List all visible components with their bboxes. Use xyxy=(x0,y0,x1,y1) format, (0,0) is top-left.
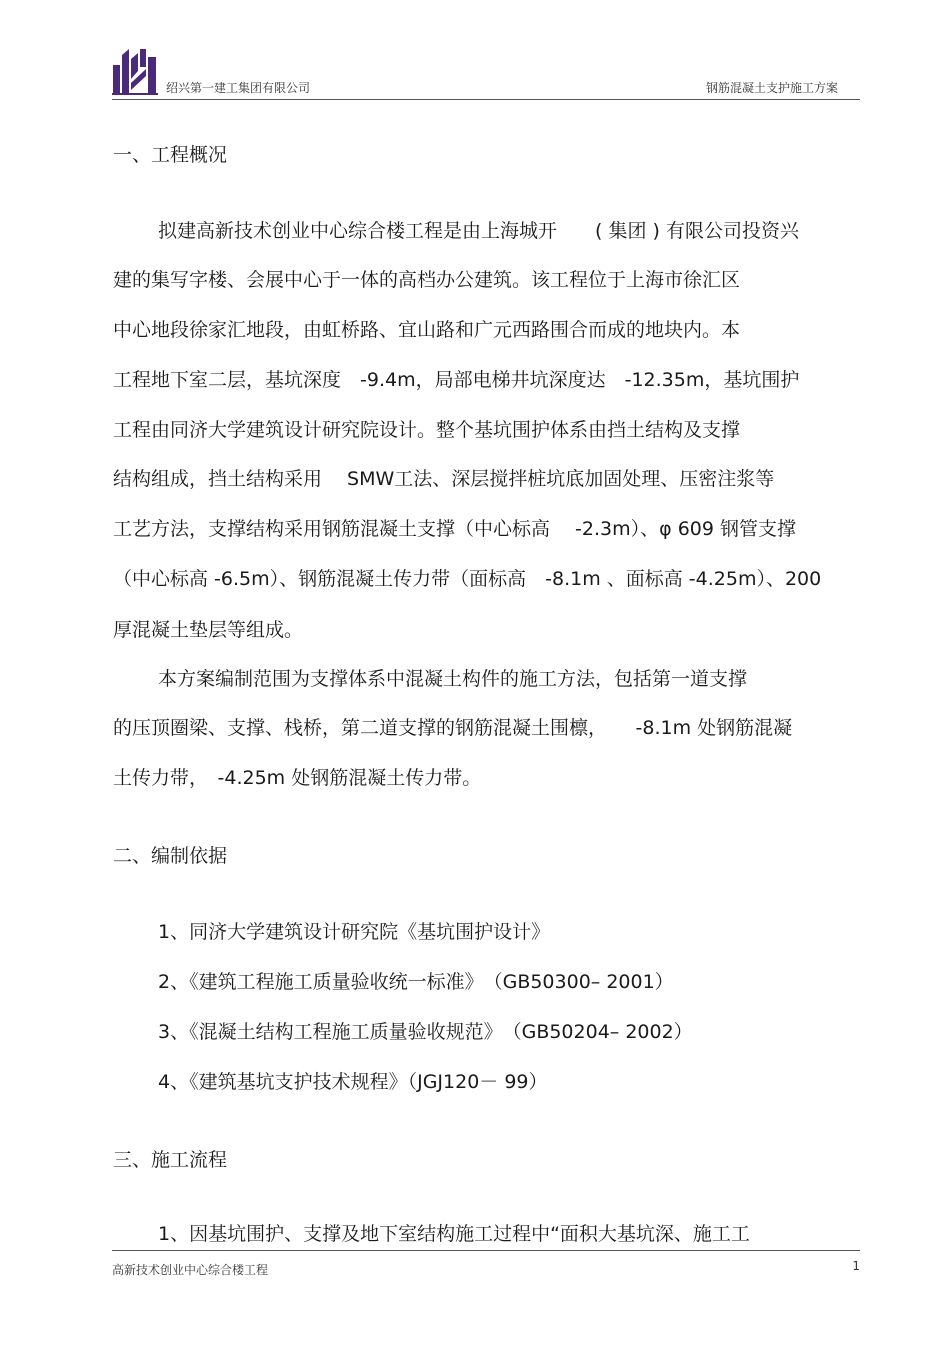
paragraph-line: 中心地段徐家汇地段，由虹桥路、宜山路和广元西路围合而成的地块内。本 xyxy=(113,319,741,341)
company-name: 绍兴第一建工集团有限公司 xyxy=(166,81,311,95)
page-number: 1 xyxy=(852,1259,860,1273)
footer-divider xyxy=(112,1250,860,1251)
paragraph-line: 本方案编制范围为支撑体系中混凝土构件的施工方法，包括第一道支撑 xyxy=(158,668,748,690)
paragraph-line: 土传力带， -4.25m 处钢筋混凝土传力带。 xyxy=(113,767,482,789)
paragraph-line: 结构组成，挡土结构采用 SMW工法、深层搅拌桩坑底加固处理、压密注浆等 xyxy=(113,468,775,490)
reference-item: 2、《建筑工程施工质量验收统一标准》 （GB50300– 2001） xyxy=(158,971,674,993)
paragraph-line: 工程地下室二层，基坑深度 -9.4m，局部电梯井坑深度达 -12.35m，基坑围护 xyxy=(113,369,800,391)
reference-item: 1、同济大学建筑设计研究院《基坑围护设计》 xyxy=(158,921,551,943)
paragraph-line: 工艺方法，支撑结构采用钢筋混凝土支撑（中心标高 -2.3m）、φ 609 钢管支撑 xyxy=(113,518,796,540)
paragraph-line: 拟建高新技术创业中心综合楼工程是由上海城开 ( 集团 ) 有限公司投资兴 xyxy=(158,220,799,242)
footer-project-name: 高新技术创业中心综合楼工程 xyxy=(112,1263,269,1277)
section-heading: 一、工程概况 xyxy=(113,144,228,166)
paragraph-line: 工程由同济大学建筑设计研究院设计。整个基坑围护体系由挡土结构及支撑 xyxy=(113,419,741,441)
company-logo-icon xyxy=(112,45,158,95)
reference-item: 3、《混凝土结构工程施工质量验收规范》 （GB50204– 2002） xyxy=(158,1021,693,1043)
header-divider xyxy=(112,99,860,100)
paragraph-line: 厚混凝土垫层等组成。 xyxy=(113,619,304,641)
paragraph-line: （中心标高 -6.5m）、钢筋混凝土传力带（面标高 -8.1m 、面标高 -4.25m）、200 xyxy=(113,568,822,590)
document-title: 钢筋混凝土支护施工方案 xyxy=(705,81,838,95)
reference-item: 4、《建筑基坑支护技术规程》（JGJ120－ 99） xyxy=(158,1071,548,1093)
section-heading: 三、施工流程 xyxy=(113,1149,228,1171)
paragraph-line: 1、因基坑围护、支撑及地下室结构施工过程中“面积大基坑深、施工工 xyxy=(158,1223,750,1245)
paragraph-line: 建的集写字楼、会展中心于一体的高档办公建筑。该工程位于上海市徐汇区 xyxy=(113,269,741,291)
paragraph-line: 的压顶圈梁、支撑、栈桥，第二道支撑的钢筋混凝土围檩， -8.1m 处钢筋混凝 xyxy=(113,717,793,739)
section-heading: 二、编制依据 xyxy=(113,845,228,867)
